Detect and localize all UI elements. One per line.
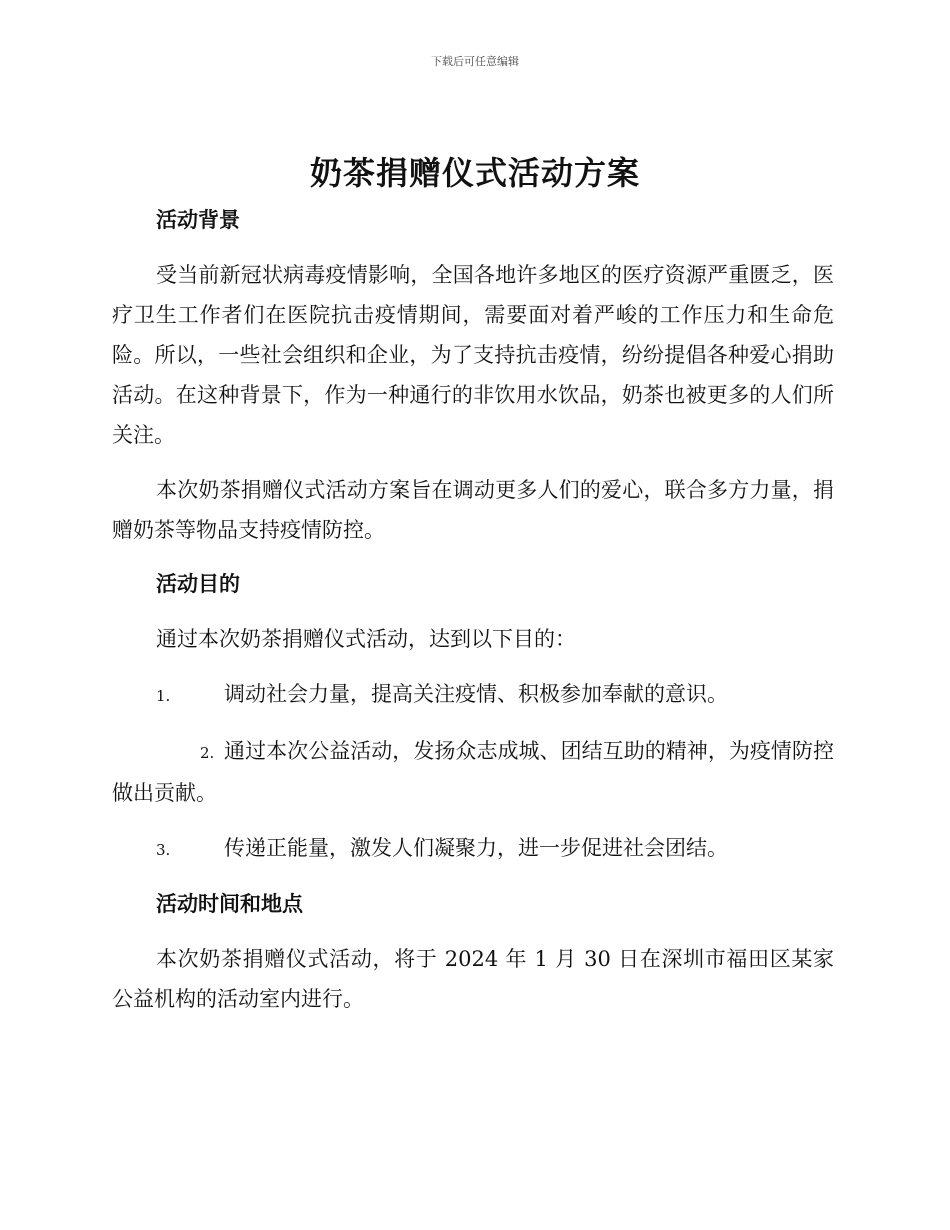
time-place-paragraph: 本次奶茶捐赠仪式活动，将于 2024 年 1 月 30 日在深圳市福田区某家公益机构的活动室内进行。: [112, 947, 834, 1011]
document-body: [112, 200, 834, 1019]
purpose-list-item: [112, 828, 834, 870]
list-item-text: 传递正能量，激发人们凝聚力，进一步促进社会团结。: [224, 836, 728, 860]
purpose-list-item: [112, 731, 834, 813]
section-heading-time-place: 活动时间和地点: [156, 892, 303, 916]
background-paragraph-2: 本次奶茶捐赠仪式活动方案旨在调动更多人们的爱心，联合多方力量，捐赠奶茶等物品支持疫情防控。: [112, 478, 834, 542]
list-item-number: 2.: [200, 744, 215, 762]
document-title: 奶茶捐赠仪式活动方案: [309, 154, 640, 192]
page-header: 下载后可任意编辑: [431, 55, 519, 68]
background-paragraph-1: 受当前新冠状病毒疫情影响，全国各地许多地区的医疗资源严重匮乏，医疗卫生工作者们在医院抗击疫情期间，需要面对着严峻的工作压力和生命危险。所以，一些社会组织和企业，为了支持抗击疫情，纷纷提倡各种爱心捐助活动。在这种背景下，作为一种通行的非饮用水饮品，奶茶也被更多的人们所关注。: [112, 263, 834, 447]
section-heading-purpose: 活动目的: [156, 572, 240, 596]
purpose-list-item: [112, 674, 834, 716]
list-item-text: 通过本次公益活动，发扬众志成城、团结互助的精神，为疫情防控做出贡献。: [112, 739, 834, 805]
list-item-text: 调动社会力量，提高关注疫情、积极参加奉献的意识。: [224, 682, 728, 706]
list-item-number: 3.: [156, 841, 171, 859]
list-item-number: 1.: [156, 687, 171, 705]
section-heading-background: 活动背景: [156, 208, 240, 232]
purpose-intro: 通过本次奶茶捐赠仪式活动，达到以下目的：: [156, 627, 576, 651]
